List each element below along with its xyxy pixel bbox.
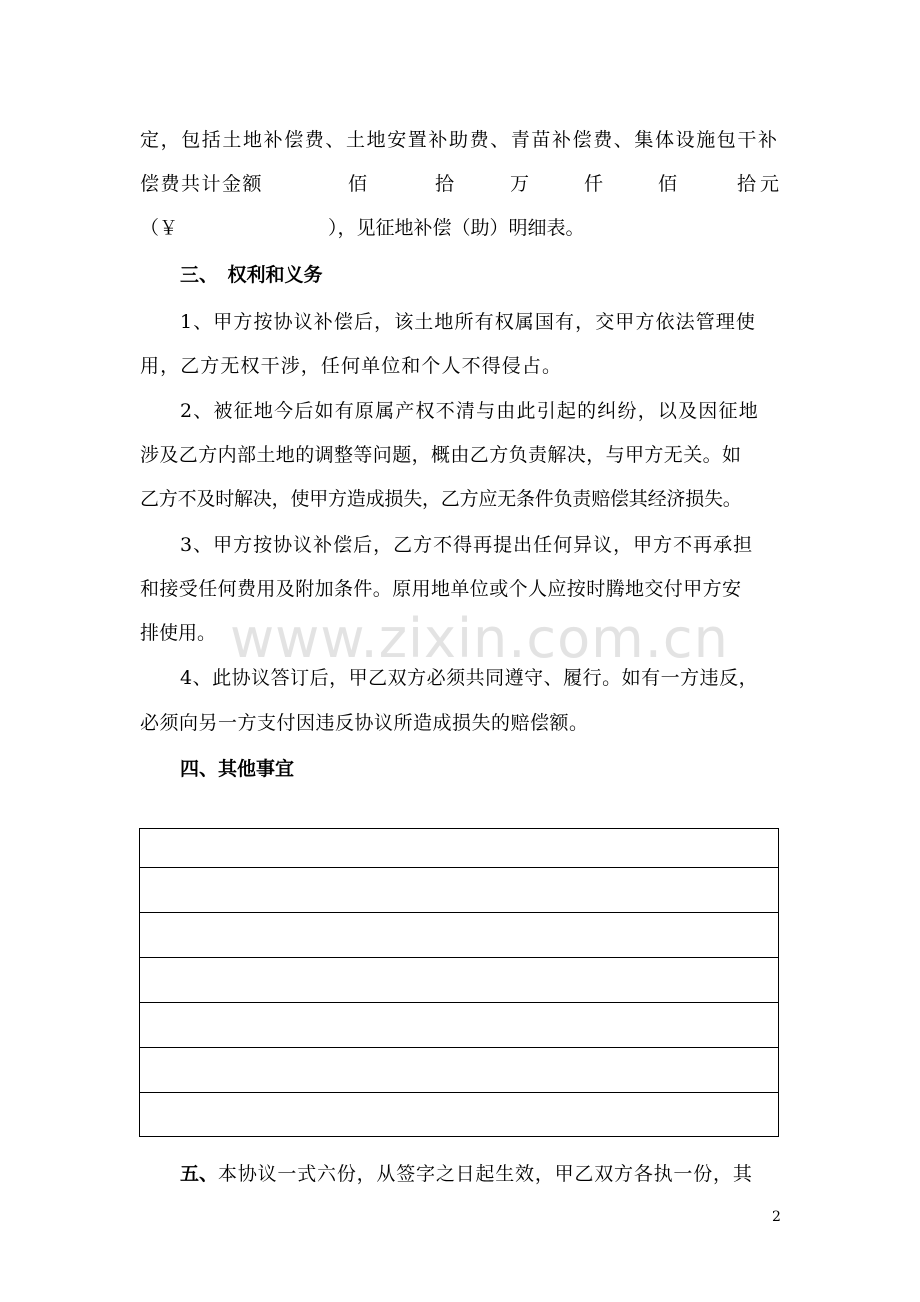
text: 本协议一式六份，从签字之日起生效，甲乙双方各执一份，其	[218, 1163, 753, 1185]
page-number: 2	[772, 1209, 781, 1225]
text: 定，包括土地补偿费、土地安置补助费、青苗补偿费、集体设施包干补	[140, 129, 779, 151]
unit-bai-1: 佰	[348, 173, 368, 195]
text: 涉及乙方内部土地的调整等问题，概由乙方负责解决，与甲方无关。如	[140, 444, 742, 466]
text: 排使用。	[140, 622, 217, 644]
text: 和接受任何费用及附加条件。原用地单位或个人应按时腾地交付甲方安	[140, 578, 742, 600]
text-line	[140, 705, 780, 741]
text-line	[180, 393, 780, 429]
table-row-divider	[140, 1047, 778, 1048]
table-row-divider	[140, 1002, 778, 1003]
section-heading-3	[180, 257, 480, 293]
unit-shi-2: 拾	[737, 173, 757, 195]
amount-close: ），见征地补偿（助）明细表。	[328, 217, 585, 239]
text: 必须向另一方支付因违反协议所造成损失的赔偿额。	[140, 712, 589, 734]
unit-shi-1: 拾	[435, 173, 455, 195]
unit-wan: 万	[510, 173, 530, 195]
text: 2、被征地今后如有原属产权不清与由此引起的纠纷，以及因征地	[180, 400, 759, 422]
text-line	[140, 571, 780, 607]
watermark: www.zixin.com.cn	[230, 607, 729, 670]
text: 4、此协议答订后，甲乙双方必须共同遵守、履行。如有一方违反，	[180, 667, 759, 689]
text-line	[140, 348, 780, 384]
amount-line	[140, 166, 780, 202]
text: 3、甲方按协议补偿后，乙方不得再提出任何异议，甲方不再承担	[180, 534, 754, 556]
table-row-divider	[140, 957, 778, 958]
text-line	[140, 122, 780, 158]
text-line	[140, 210, 780, 246]
amount-label: 偿费共计金额	[140, 173, 264, 195]
unit-bai-2: 佰	[658, 173, 678, 195]
unit-yuan: 元	[760, 173, 780, 195]
section-label-5: 五、	[180, 1163, 219, 1185]
text: 用，乙方无权干涉，任何单位和个人不得侵占。	[140, 355, 563, 377]
table-row-divider	[140, 912, 778, 913]
text-line	[180, 304, 780, 340]
text: 乙方不及时解决，使甲方造成损失，乙方应无条件负责赔偿其经济损失。	[140, 488, 742, 510]
amount-open: （￥	[140, 217, 179, 239]
text-line	[140, 481, 780, 517]
section-heading-4	[180, 751, 480, 787]
unit-qian: 仟	[584, 173, 604, 195]
text-line	[140, 437, 780, 473]
heading-text: 四、其他事宜	[180, 758, 295, 780]
text-line	[180, 527, 780, 563]
text-line	[180, 1156, 780, 1192]
heading-text: 三、 权利和义务	[180, 264, 323, 286]
table-row-divider	[140, 1092, 778, 1093]
text-line	[180, 660, 780, 696]
text: 1、甲方按协议补偿后，该土地所有权属国有，交甲方依法管理使	[180, 311, 756, 333]
table-row-divider	[140, 867, 778, 868]
blank-lines-table	[139, 828, 779, 1137]
